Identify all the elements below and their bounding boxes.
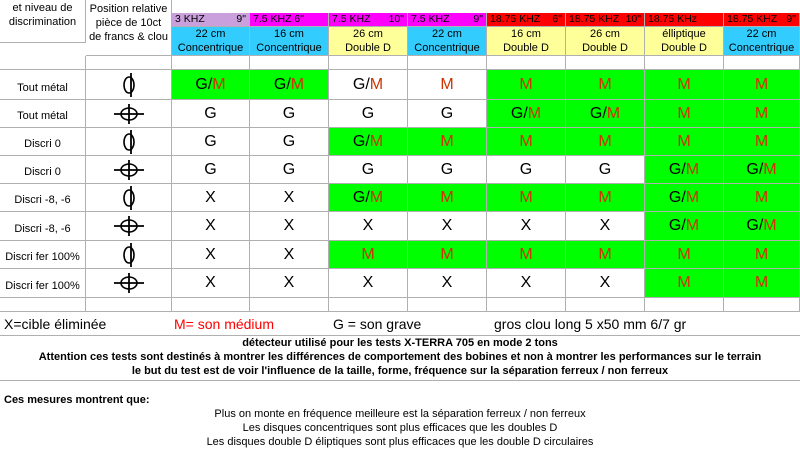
result-cell [250,241,329,269]
result-cell [724,212,800,241]
result-cell [487,269,566,298]
result-x: X [441,217,453,234]
result-m: M [754,245,769,263]
result-cell [487,241,566,269]
result-slash: / [758,160,764,178]
spacer-cell [329,298,408,312]
result-slash: / [207,75,213,93]
result-cell [172,128,250,156]
result-m: M [361,245,375,263]
result-cell [408,128,487,156]
coil-frequency-3 [329,13,408,27]
coil-size: 22 cm [195,28,226,40]
coil-description-2 [250,27,329,56]
spacer-cell [724,56,800,70]
coil-size: 22 cm [746,28,777,40]
coil-type: Double D [582,41,628,54]
result-cell [172,212,250,241]
result-m: M [369,188,384,206]
coil-frequency-8 [724,13,800,27]
result-slash: / [286,75,291,93]
position-cell [86,70,172,100]
coil-diameter-label: 10" [388,13,404,25]
result-slash: / [365,75,370,93]
row-label [0,70,86,100]
result-cell [566,184,645,212]
result-m: M [440,188,454,206]
coil-frequency-label: 7.5 KHZ 6" [253,13,304,25]
result-cell [408,212,487,241]
result-cell [329,100,408,128]
result-m: M [685,217,700,234]
result-g: G [519,160,533,178]
spacer-cell [566,56,645,70]
spacer-cell [250,298,329,312]
coin-vertical-nail-icon [104,242,154,268]
coil-size: 16 cm [511,28,541,40]
result-cell [566,70,645,100]
position-cell [86,184,172,212]
coin-vertical-nail-icon [104,185,154,211]
result-m: M [519,245,533,263]
coil-frequency-6 [566,13,645,27]
spacer-cell [172,56,250,70]
coil-type: Double D [661,41,707,54]
result-cell [645,100,724,128]
result-cell [329,212,408,241]
result-x: X [283,217,295,234]
result-cell [487,128,566,156]
result-cell [250,269,329,298]
result-g: G [282,160,296,178]
legend-nail: gros clou long 5 x50 mm 6/7 gr [494,316,687,332]
coil-frequency-4 [408,13,487,27]
result-x: X [520,217,532,234]
result-m: M [369,132,384,150]
spacer-cell [86,298,172,312]
conclusion-1: Plus on monte en fréquence meilleure est la séparation ferreux / non ferreux [214,408,586,420]
result-x: X [362,217,374,234]
mode-label: Discri 0 [24,138,61,150]
mode-label: Discri 0 [24,166,61,178]
result-g: G [440,160,454,178]
result-cell [645,128,724,156]
result-g: G [668,188,682,206]
coil-frequency-label: 18.75 KHz [648,13,698,25]
result-m: M [440,75,454,93]
coin-vertical-nail-icon [104,72,154,98]
coil-frequency-label: 18.75 KHZ [490,13,541,25]
result-g: G [668,160,682,178]
result-cell [566,241,645,269]
row-label [0,184,86,212]
mode-label: Tout métal [17,110,68,122]
coil-description-7 [645,27,724,56]
result-cell [172,70,250,100]
result-g: G [746,217,759,234]
coil-type: Double D [503,41,549,54]
result-slash: / [365,132,370,150]
coil-frequency-label: 18.75 KHZ [569,13,620,25]
mode-label: Discri -8, -6 [14,194,71,206]
spacer-cell [408,298,487,312]
result-g: G [352,75,366,93]
result-m: M [527,104,542,122]
spacer-cell [250,56,329,70]
result-m: M [212,75,226,93]
result-m: M [685,188,700,206]
result-m: M [440,245,454,263]
result-g: G [352,188,366,206]
coin-horizontal-nail-icon [104,270,154,296]
result-g: G [510,104,524,122]
position-cell [86,156,172,184]
result-m: M [677,245,691,263]
result-slash: / [602,104,607,122]
result-cell [329,241,408,269]
result-cell [250,184,329,212]
result-m: M [290,75,305,93]
result-cell [172,269,250,298]
spacer-cell [724,298,800,312]
result-m: M [763,217,777,234]
result-cell [645,241,724,269]
conclusion-2: Les disques concentriques sont plus efficaces que les doubles D [242,422,558,434]
result-cell [408,241,487,269]
result-cell [408,269,487,298]
coil-size: 26 cm [353,28,383,40]
legend-g: G = son grave [333,316,422,332]
result-cell [250,70,329,100]
coil-frequency-label: 7.5 KHZ [332,13,371,25]
result-cell [250,100,329,128]
coil-description-5 [487,27,566,56]
result-slash: / [681,160,686,178]
coin-horizontal-nail-icon [104,213,154,239]
coil-type: Concentrique [256,41,322,54]
mode-label: Discri -8, -6 [14,223,71,235]
result-m: M [754,132,769,150]
position-cell [86,269,172,298]
result-g: G [195,75,208,93]
result-cell [724,269,800,298]
result-cell [172,100,250,128]
measures-title: Ces mesures montrent que: [4,394,150,406]
result-m: M [754,188,769,206]
result-slash: / [681,217,686,234]
result-cell [250,212,329,241]
result-m: M [677,132,691,150]
result-cell [408,100,487,128]
result-slash: / [523,104,528,122]
result-cell [172,184,250,212]
result-x: X [283,245,295,263]
result-cell [645,212,724,241]
row-label [0,269,86,298]
result-slash: / [681,188,686,206]
spacer-cell [487,298,566,312]
result-m: M [440,132,454,150]
coil-description-3 [329,27,408,56]
result-x: X [599,217,611,234]
result-x: X [283,188,295,206]
coil-frequency-label: 3 KHZ [175,13,205,25]
result-m: M [754,104,769,122]
row-label [0,241,86,269]
result-slash: / [758,217,764,234]
result-g: G [282,104,296,122]
result-m: M [763,160,777,178]
result-cell [329,184,408,212]
result-cell [408,184,487,212]
result-cell [566,156,645,184]
result-cell [487,156,566,184]
result-x: X [520,274,532,291]
result-m: M [754,75,769,93]
result-g: G [746,160,759,178]
result-cell [250,156,329,184]
position-cell [86,128,172,156]
result-m: M [519,188,533,206]
coil-type: Concentrique [728,41,795,54]
result-m: M [754,274,769,291]
coil-frequency-label: 7.5 KHZ [411,13,450,25]
result-m: M [598,75,612,93]
mode-label: Discri fer 100% [5,251,80,263]
result-cell [724,156,800,184]
coil-description-1 [172,27,250,56]
result-g: G [204,132,217,150]
coil-diameter-label: 9" [473,13,483,25]
result-cell [566,269,645,298]
position-cell [86,100,172,128]
row-label [0,128,86,156]
result-cell [487,100,566,128]
result-x: X [283,274,295,291]
result-m: M [519,132,533,150]
result-cell [724,128,800,156]
note-detector: détecteur utilisé pour les tests X-TERRA 705 en mode 2 tons [242,337,558,349]
result-cell [329,70,408,100]
result-cell [645,184,724,212]
result-x: X [205,245,216,263]
divider [0,380,800,381]
coin-vertical-nail-icon [104,129,154,155]
result-cell [645,269,724,298]
conclusion-3: Les disques double D éliptiques sont plus efficaces que les double D circulaires [206,436,594,448]
result-cell [487,70,566,100]
mode-label: Discri fer 100% [5,280,80,292]
result-g: G [668,217,682,234]
result-cell [487,184,566,212]
spacer-cell [645,56,724,70]
position-cell [86,212,172,241]
coil-frequency-label: 18.75 KHZ [727,13,778,25]
coil-diameter-label: 9" [236,13,246,25]
result-g: G [204,104,217,122]
row-label [0,212,86,241]
coil-description-6 [566,27,645,56]
legend-m: M= son médium [174,316,274,332]
spacer-cell [172,298,250,312]
result-cell [724,241,800,269]
divider [0,335,800,336]
coin-horizontal-nail-icon [104,157,154,183]
result-x: X [205,217,216,234]
note-goal: le but du test est de voir l'influence de la taille, forme, fréquence sur la séparation ferreux / non ferreux [131,365,669,377]
coil-frequency-1 [172,13,250,27]
coil-frequency-2 [250,13,329,27]
result-cell [566,212,645,241]
row-label [0,156,86,184]
result-x: X [599,274,611,291]
result-cell [724,100,800,128]
result-cell [408,156,487,184]
coil-diameter-label: 6" [552,13,562,25]
spacer-cell [0,298,86,312]
result-x: X [362,274,374,291]
result-cell [724,184,800,212]
spacer-cell [645,298,724,312]
result-cell [566,128,645,156]
result-m: M [598,188,612,206]
coil-description-8 [724,27,800,56]
result-x: X [205,274,216,291]
result-x: X [205,188,216,206]
coil-frequency-7 [645,13,724,27]
header-mode: et niveau de discrimination [0,0,86,43]
result-cell [329,128,408,156]
spacer-cell [0,56,86,70]
spacer-cell [408,56,487,70]
result-cell [645,70,724,100]
row-label [0,100,86,128]
result-cell [724,70,800,100]
coil-type: Concentrique [414,41,480,54]
result-cell [645,156,724,184]
result-cell [487,212,566,241]
result-cell [566,100,645,128]
legend-x: X=cible éliminée [4,316,107,332]
header-position: Position relative pièce de 10ct de francs & clou [86,0,172,56]
result-g: G [361,160,375,178]
coil-size: 26 cm [590,28,620,40]
result-g: G [589,104,603,122]
result-m: M [519,75,533,93]
coin-horizontal-nail-icon [104,101,154,127]
result-cell [172,156,250,184]
spacer-cell [487,56,566,70]
result-m: M [685,160,700,178]
result-cell [408,70,487,100]
result-cell [172,241,250,269]
result-slash: / [365,188,370,206]
coil-size: élliptique [662,28,706,40]
spacer-cell [86,56,172,70]
result-cell [250,128,329,156]
spacer-cell [566,298,645,312]
coil-type: Concentrique [177,41,244,54]
result-g: G [598,160,612,178]
position-cell [86,241,172,269]
coil-diameter-label: 9" [786,13,796,25]
result-cell [329,156,408,184]
coil-diameter-label: 10" [625,13,641,25]
result-g: G [282,132,296,150]
coil-frequency-5 [487,13,566,27]
result-g: G [352,132,366,150]
coil-type: Double D [345,41,391,54]
result-m: M [598,132,612,150]
result-g: G [440,104,454,122]
mode-label: Tout métal [17,82,68,94]
result-m: M [677,104,691,122]
result-m: M [598,245,612,263]
spacer-cell [329,56,408,70]
result-m: M [677,274,691,291]
coil-size: 16 cm [274,28,304,40]
result-g: G [361,104,375,122]
note-attention: Attention ces tests sont destinés à montrer les différences de comportement des bobines et non à montrer les performances sur le terrain [38,351,762,363]
coil-description-4 [408,27,487,56]
result-m: M [606,104,621,122]
result-m: M [677,75,691,93]
result-g: G [204,160,217,178]
result-g: G [273,75,287,93]
coil-size: 22 cm [432,28,462,40]
result-m: M [369,75,384,93]
result-x: X [441,274,453,291]
result-cell [329,269,408,298]
